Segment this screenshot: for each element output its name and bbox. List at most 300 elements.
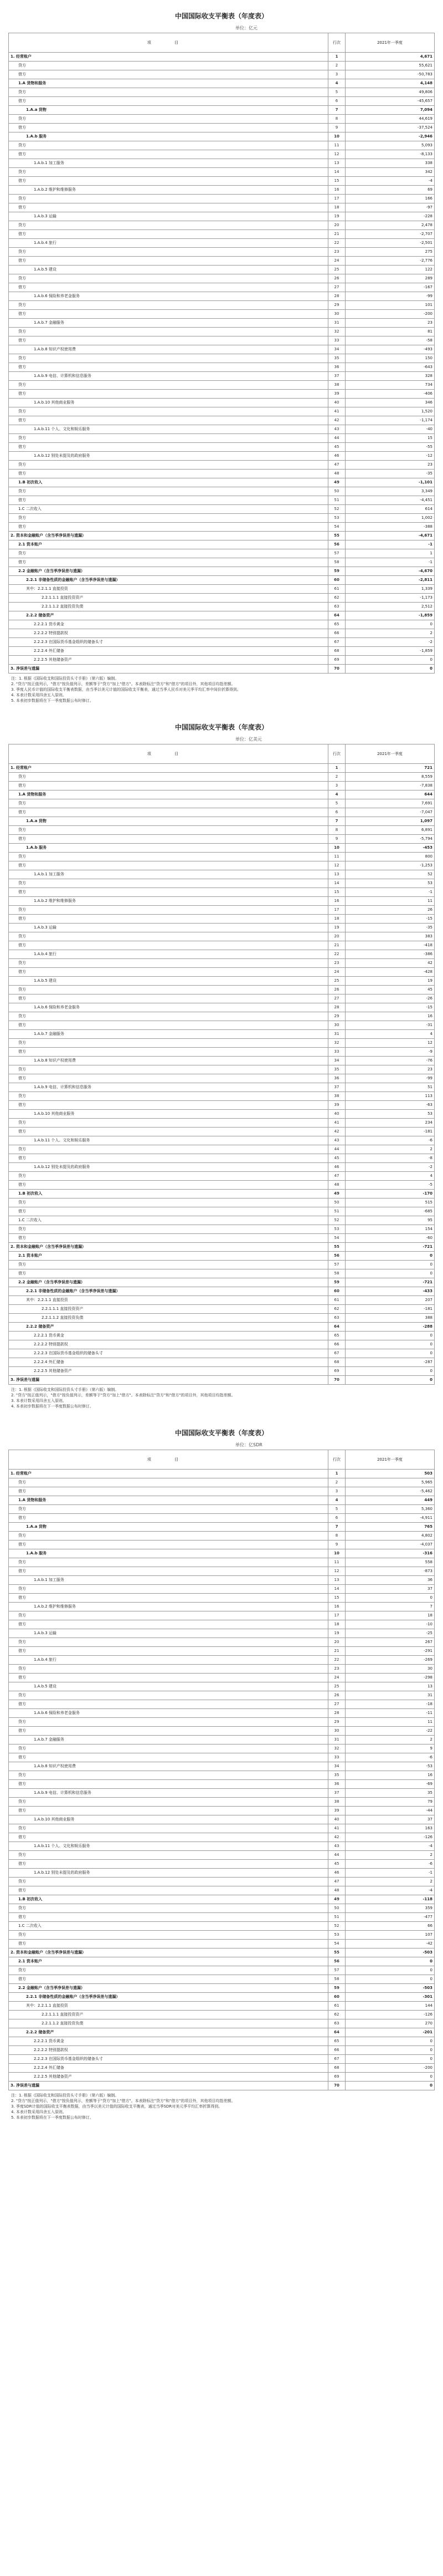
- row-label: 1.A.b.6 保险和养老金服务: [9, 1709, 328, 1718]
- row-label: 1.B 初次收入: [9, 1895, 328, 1904]
- row-label: 借方: [9, 177, 328, 186]
- row-line-no: 12: [328, 861, 346, 870]
- table-row: [9, 97, 435, 106]
- row-line-no: 24: [328, 257, 346, 266]
- row-line-no: 27: [328, 1700, 346, 1709]
- table-row: [9, 773, 435, 782]
- row-value: 2: [346, 1145, 435, 1154]
- row-line-no: 21: [328, 941, 346, 950]
- row-line-no: 59: [328, 1984, 346, 1993]
- row-line-no: 50: [328, 1198, 346, 1207]
- table-row: [9, 629, 435, 638]
- table-row: [9, 478, 435, 487]
- row-line-no: 29: [328, 1012, 346, 1021]
- table-row: [9, 665, 435, 674]
- table-row: [9, 487, 435, 496]
- row-value: 328: [346, 372, 435, 381]
- table-row: [9, 888, 435, 897]
- row-line-no: 48: [328, 1886, 346, 1895]
- row-line-no: 54: [328, 1940, 346, 1948]
- table-row: [9, 1744, 435, 1753]
- row-value: 51: [346, 1083, 435, 1092]
- row-label: 借方: [9, 283, 328, 292]
- row-value: 44,619: [346, 115, 435, 124]
- row-label: 1.A.b.7 金融服务: [9, 1030, 328, 1039]
- table-row: [9, 817, 435, 826]
- row-value: -721: [346, 1243, 435, 1252]
- table-row: [9, 1505, 435, 1514]
- row-line-no: 34: [328, 1762, 346, 1771]
- row-label: 借方: [9, 70, 328, 79]
- row-value: 0: [346, 2082, 435, 2090]
- row-line-no: 69: [328, 656, 346, 665]
- row-label: 借方: [9, 1913, 328, 1922]
- row-value: -1,859: [346, 611, 435, 620]
- table-row: [9, 924, 435, 932]
- row-label: 1.A.a 货物: [9, 817, 328, 826]
- row-value: -2,946: [346, 132, 435, 141]
- row-label: 借方: [9, 1620, 328, 1629]
- table-row: [9, 782, 435, 790]
- row-line-no: 40: [328, 1815, 346, 1824]
- table-row: [9, 1243, 435, 1252]
- table-row: [9, 959, 435, 968]
- row-label: 借方: [9, 1234, 328, 1243]
- row-line-no: 14: [328, 879, 346, 888]
- row-line-no: 49: [328, 1190, 346, 1198]
- row-label: 1.A.b.8 知识产权使用费: [9, 345, 328, 354]
- note-line: 注：1. 根据《国际收支和国际投资头寸手册》（第六版）编制。: [11, 2093, 119, 2098]
- row-label: 借方: [9, 1833, 328, 1842]
- row-line-no: 13: [328, 1576, 346, 1585]
- row-line-no: 63: [328, 603, 346, 611]
- row-label: 借方: [9, 1487, 328, 1496]
- row-label: 贷方: [9, 959, 328, 968]
- row-value: -291: [346, 1647, 435, 1656]
- table-row: [9, 132, 435, 141]
- table-row: [9, 1931, 435, 1940]
- table-row: [9, 977, 435, 986]
- row-value: -2,776: [346, 257, 435, 266]
- table-row: [9, 336, 435, 345]
- row-label: 1.A.b.5 建设: [9, 977, 328, 986]
- row-label: 借方: [9, 1647, 328, 1656]
- row-value: 449: [346, 1496, 435, 1505]
- row-line-no: 51: [328, 1913, 346, 1922]
- row-label: 1.A.b.5 建设: [9, 1682, 328, 1691]
- row-value: 558: [346, 1558, 435, 1567]
- row-label: 贷方: [9, 1225, 328, 1234]
- table-row: [9, 1296, 435, 1305]
- row-label: 贷方: [9, 62, 328, 70]
- row-value: 0: [346, 2073, 435, 2082]
- table-row: [9, 1824, 435, 1833]
- table-row: [9, 808, 435, 817]
- row-label: 贷方: [9, 407, 328, 416]
- table-row: [9, 514, 435, 523]
- table-row: [9, 1136, 435, 1145]
- table-row: [9, 1154, 435, 1163]
- table-row: [9, 452, 435, 461]
- row-label: 2.1 资本账户: [9, 1957, 328, 1966]
- row-line-no: 58: [328, 1975, 346, 1984]
- row-line-no: 35: [328, 1065, 346, 1074]
- row-line-no: 7: [328, 106, 346, 115]
- row-value: 79: [346, 1798, 435, 1807]
- row-value: -477: [346, 1913, 435, 1922]
- table-row: [9, 1878, 435, 1886]
- row-label: 贷方: [9, 1092, 328, 1101]
- row-label: 贷方: [9, 906, 328, 915]
- row-line-no: 15: [328, 1594, 346, 1603]
- row-line-no: 47: [328, 1172, 346, 1181]
- table-row: [9, 159, 435, 168]
- row-line-no: 17: [328, 195, 346, 203]
- row-label: 1.C 二次收入: [9, 1216, 328, 1225]
- row-label: 借方: [9, 523, 328, 532]
- row-value: 0: [346, 1966, 435, 1975]
- row-value: -181: [346, 1305, 435, 1314]
- table-row: [9, 443, 435, 452]
- row-value: -1,859: [346, 647, 435, 656]
- row-label: 借方: [9, 1514, 328, 1523]
- note-line: 3. 季度SDR计值的国际收支平衡表数据，由当季以美元计值的国际收支平衡表，通过当季SDR对美元季平均汇率折算得到。: [11, 2104, 223, 2109]
- table-row: [9, 1629, 435, 1638]
- row-label: 借方: [9, 1128, 328, 1136]
- row-label: 1. 经常账户: [9, 764, 328, 773]
- row-label: 贷方: [9, 1771, 328, 1780]
- row-line-no: 60: [328, 1287, 346, 1296]
- row-value: 49,806: [346, 88, 435, 97]
- row-label: 1.A.b.9 电信、计算机和信息服务: [9, 1789, 328, 1798]
- row-line-no: 38: [328, 1798, 346, 1807]
- table-row: [9, 505, 435, 514]
- table-row: [9, 328, 435, 336]
- table-row: [9, 248, 435, 257]
- row-line-no: 45: [328, 1860, 346, 1869]
- row-value: 2,478: [346, 221, 435, 230]
- table-row: [9, 461, 435, 470]
- table-row: [9, 496, 435, 505]
- row-value: -7,838: [346, 782, 435, 790]
- table-row: [9, 1225, 435, 1234]
- table-row: [9, 906, 435, 915]
- row-value: -2,707: [346, 230, 435, 239]
- row-line-no: 32: [328, 1039, 346, 1048]
- row-line-no: 7: [328, 817, 346, 826]
- row-value: 0: [346, 656, 435, 665]
- row-label: 借方: [9, 1975, 328, 1984]
- row-line-no: 50: [328, 487, 346, 496]
- table-row: [9, 53, 435, 62]
- row-value: -7,047: [346, 808, 435, 817]
- row-line-no: 55: [328, 1948, 346, 1957]
- row-value: 163: [346, 1824, 435, 1833]
- unit-label: 单位：亿SDR: [235, 1442, 262, 1447]
- row-value: -10: [346, 1620, 435, 1629]
- table-row: [9, 1736, 435, 1744]
- row-label: 2. 资本和金融账户（含当季净误差与遗漏）: [9, 532, 328, 540]
- table-row: [9, 1252, 435, 1261]
- table-row: [9, 1030, 435, 1039]
- row-line-no: 30: [328, 1021, 346, 1030]
- table-row: [9, 1198, 435, 1207]
- row-value: 388: [346, 1314, 435, 1323]
- row-value: -4,037: [346, 1541, 435, 1549]
- table-row: [9, 2064, 435, 2073]
- row-line-no: 39: [328, 390, 346, 399]
- row-value: 5,965: [346, 1478, 435, 1487]
- row-line-no: 31: [328, 319, 346, 328]
- row-value: 23: [346, 461, 435, 470]
- row-label: 2.2 金融账户（含当季净误差与遗漏）: [9, 1278, 328, 1287]
- row-value: 721: [346, 764, 435, 773]
- table-row: [9, 212, 435, 221]
- header-item: 项 目: [9, 1450, 328, 1470]
- note-line: 3. 季度人民币计值的国际收支平衡表数据，由当季以美元计值的国际收支平衡表，通过当季人民币对美元季平均汇率中间价折算得到。: [11, 687, 241, 692]
- row-line-no: 12: [328, 1567, 346, 1576]
- row-label: 借方: [9, 363, 328, 372]
- row-value: -200: [346, 310, 435, 319]
- row-label: 2. 资本和金融账户（含当季净误差与遗漏）: [9, 1948, 328, 1957]
- row-value: -1,253: [346, 861, 435, 870]
- row-label: 2.2 金融账户（含当季净误差与遗漏）: [9, 567, 328, 576]
- table-row: [9, 826, 435, 835]
- row-value: -1: [346, 888, 435, 897]
- row-label: 借方: [9, 470, 328, 478]
- row-value: -118: [346, 1895, 435, 1904]
- row-line-no: 70: [328, 1376, 346, 1385]
- row-line-no: 43: [328, 1842, 346, 1851]
- table-row: [9, 1269, 435, 1278]
- row-label: 借方: [9, 1674, 328, 1682]
- row-value: 346: [346, 399, 435, 407]
- unit-label: 单位：亿元: [235, 25, 257, 30]
- row-line-no: 47: [328, 1878, 346, 1886]
- row-value: -55: [346, 443, 435, 452]
- row-value: 614: [346, 505, 435, 514]
- table-row: [9, 1904, 435, 1913]
- table-row: [9, 2037, 435, 2046]
- row-line-no: 64: [328, 1323, 346, 1332]
- row-value: 234: [346, 1119, 435, 1128]
- row-value: -2,501: [346, 239, 435, 248]
- table-row: [9, 1496, 435, 1505]
- row-line-no: 32: [328, 1744, 346, 1753]
- row-value: 0: [346, 1269, 435, 1278]
- row-value: 0: [346, 1349, 435, 1358]
- row-line-no: 10: [328, 844, 346, 853]
- row-label: 1.A.b.6 保险和养老金服务: [9, 292, 328, 301]
- table-header-row: [9, 744, 435, 764]
- table-row: [9, 656, 435, 665]
- row-line-no: 4: [328, 1496, 346, 1505]
- row-line-no: 20: [328, 221, 346, 230]
- row-value: -4,671: [346, 532, 435, 540]
- row-label: 1.A.b 服务: [9, 844, 328, 853]
- row-value: -1: [346, 1869, 435, 1878]
- row-value: 0: [346, 1367, 435, 1376]
- row-value: 11: [346, 1718, 435, 1727]
- table-row: [9, 1207, 435, 1216]
- table-row: [9, 1886, 435, 1895]
- table-row: [9, 345, 435, 354]
- row-line-no: 56: [328, 1957, 346, 1966]
- note-line: 5. 本表初步数据将在下一季度数据公布时修订。: [11, 698, 94, 703]
- table-row: [9, 558, 435, 567]
- row-line-no: 66: [328, 1340, 346, 1349]
- row-line-no: 46: [328, 452, 346, 461]
- row-value: -5,794: [346, 835, 435, 844]
- row-value: -428: [346, 968, 435, 977]
- table-row: [9, 1940, 435, 1948]
- row-label: 1.A.b.4 旅行: [9, 1656, 328, 1665]
- row-line-no: 3: [328, 782, 346, 790]
- table-row: [9, 1576, 435, 1585]
- row-line-no: 41: [328, 1824, 346, 1833]
- table-row: [9, 1656, 435, 1665]
- row-label: 贷方: [9, 514, 328, 523]
- header-line-no: 行次: [328, 33, 346, 53]
- table-row: [9, 932, 435, 941]
- row-value: 5,093: [346, 141, 435, 150]
- row-line-no: 69: [328, 2073, 346, 2082]
- row-label: 1.A.b.10 其他商业服务: [9, 399, 328, 407]
- row-line-no: 66: [328, 2046, 346, 2055]
- row-label: 2.2.2.4 外汇储备: [9, 1358, 328, 1367]
- table-row: [9, 381, 435, 390]
- table-row: [9, 274, 435, 283]
- row-line-no: 58: [328, 1269, 346, 1278]
- row-value: 30: [346, 1665, 435, 1674]
- table-row: [9, 1340, 435, 1349]
- row-label: 贷方: [9, 1585, 328, 1594]
- row-value: 144: [346, 2002, 435, 2011]
- table-row: [9, 1470, 435, 1478]
- table-row: [9, 790, 435, 799]
- row-line-no: 67: [328, 1349, 346, 1358]
- row-label: 1.A.b.1 加工服务: [9, 159, 328, 168]
- table-row: [9, 1922, 435, 1931]
- row-value: 122: [346, 266, 435, 274]
- table-row: [9, 124, 435, 132]
- table-row: [9, 1314, 435, 1323]
- row-line-no: 16: [328, 186, 346, 195]
- row-line-no: 43: [328, 1136, 346, 1145]
- row-value: 37: [346, 1585, 435, 1594]
- row-value: 81: [346, 328, 435, 336]
- table-row: [9, 799, 435, 808]
- row-label: 贷方: [9, 773, 328, 782]
- table-row: [9, 594, 435, 603]
- row-value: -386: [346, 950, 435, 959]
- row-line-no: 70: [328, 665, 346, 674]
- unit-row: [11, 25, 432, 32]
- row-label: 1.A.b.8 知识产权使用费: [9, 1762, 328, 1771]
- row-label: 借方: [9, 1886, 328, 1895]
- row-line-no: 1: [328, 764, 346, 773]
- row-value: -453: [346, 844, 435, 853]
- table-row: [9, 835, 435, 844]
- table-row: [9, 416, 435, 425]
- row-line-no: 14: [328, 1585, 346, 1594]
- row-line-no: 62: [328, 594, 346, 603]
- row-line-no: 38: [328, 1092, 346, 1101]
- row-value: -685: [346, 1207, 435, 1216]
- row-line-no: 9: [328, 124, 346, 132]
- row-value: -181: [346, 1128, 435, 1136]
- row-value: -58: [346, 336, 435, 345]
- row-value: -4,451: [346, 496, 435, 505]
- row-value: -6: [346, 1136, 435, 1145]
- row-line-no: 15: [328, 888, 346, 897]
- table-row: [9, 1012, 435, 1021]
- row-label: 贷方: [9, 1172, 328, 1181]
- row-line-no: 25: [328, 1682, 346, 1691]
- row-line-no: 37: [328, 1789, 346, 1798]
- row-label: 贷方: [9, 434, 328, 443]
- row-label: 1.A 货物和服务: [9, 790, 328, 799]
- table-row: [9, 301, 435, 310]
- table-row: [9, 1815, 435, 1824]
- row-value: -60: [346, 1234, 435, 1243]
- row-label: 借方: [9, 1807, 328, 1815]
- table-row: [9, 968, 435, 977]
- row-value: 0: [346, 665, 435, 674]
- row-value: 0: [346, 1975, 435, 1984]
- row-value: -12: [346, 452, 435, 461]
- row-value: -721: [346, 1278, 435, 1287]
- table-title: 中国国际收支平衡表（年度表）: [174, 1429, 268, 1437]
- table-row: [9, 1975, 435, 1984]
- row-label: 借方: [9, 496, 328, 505]
- row-value: -44: [346, 1807, 435, 1815]
- table-row: [9, 1762, 435, 1771]
- row-line-no: 60: [328, 576, 346, 585]
- row-line-no: 28: [328, 1003, 346, 1012]
- row-label: 贷方: [9, 1798, 328, 1807]
- row-line-no: 4: [328, 790, 346, 799]
- table-row: [9, 1558, 435, 1567]
- table-row: [9, 239, 435, 248]
- row-line-no: 62: [328, 2011, 346, 2019]
- row-line-no: 64: [328, 611, 346, 620]
- row-line-no: 30: [328, 1727, 346, 1736]
- table-header-row: [9, 1450, 435, 1470]
- row-label: 2.2.2.5 其他储备资产: [9, 656, 328, 665]
- row-value: -45,657: [346, 97, 435, 106]
- table-row: [9, 1682, 435, 1691]
- row-value: 23: [346, 1065, 435, 1074]
- row-value: -63: [346, 1101, 435, 1110]
- row-value: 95: [346, 1216, 435, 1225]
- table-row: [9, 1021, 435, 1030]
- row-label: 2.2.2.5 其他储备资产: [9, 1367, 328, 1376]
- row-line-no: 17: [328, 906, 346, 915]
- table-row: [9, 2002, 435, 2011]
- row-line-no: 11: [328, 141, 346, 150]
- row-value: -126: [346, 1833, 435, 1842]
- row-label: 借方: [9, 1541, 328, 1549]
- header-item: 项 目: [9, 744, 328, 764]
- table-row: [9, 1807, 435, 1815]
- bop-table: [8, 1450, 435, 2090]
- row-value: -126: [346, 2011, 435, 2019]
- unit-label: 单位：亿美元: [235, 737, 262, 742]
- row-label: 其中：2.2.1.1 直接投资: [9, 2002, 328, 2011]
- row-line-no: 42: [328, 416, 346, 425]
- row-value: 113: [346, 1092, 435, 1101]
